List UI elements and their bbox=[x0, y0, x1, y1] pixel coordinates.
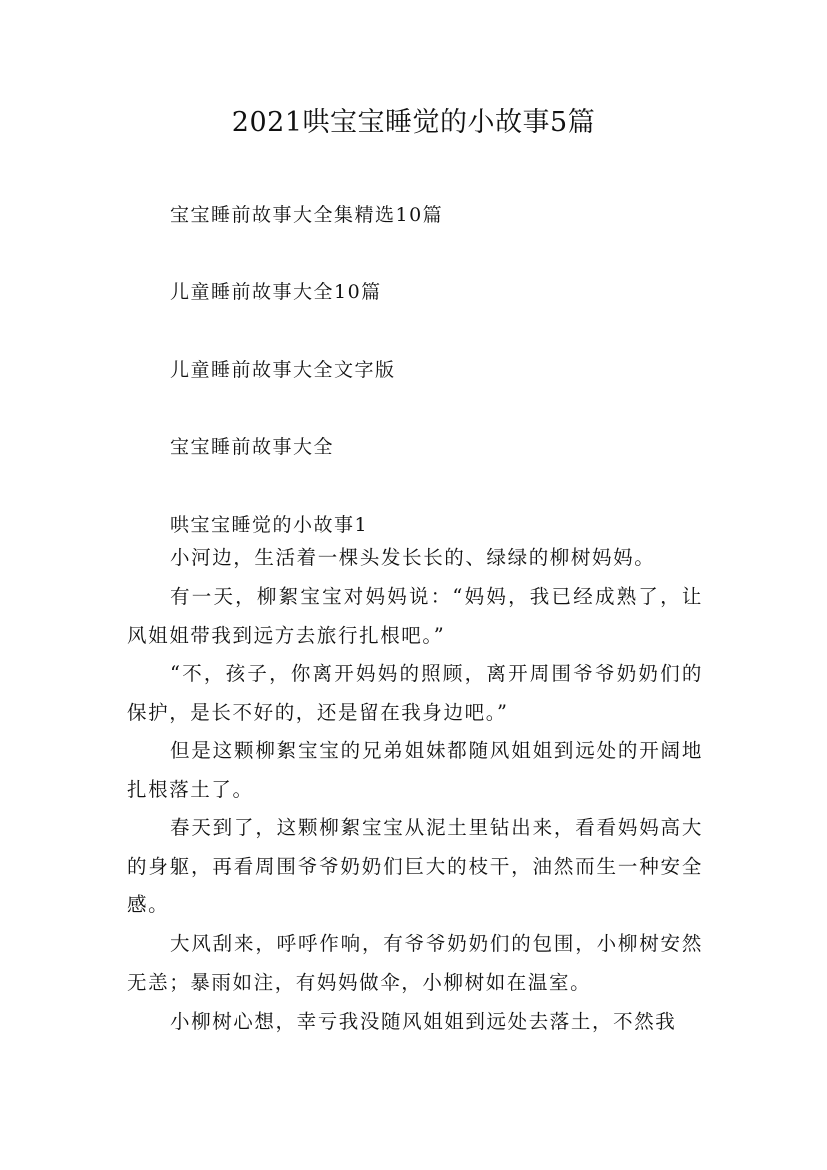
story-paragraph: 小河边，生活着一棵头发长长的、绿绿的柳树妈妈。 bbox=[170, 546, 656, 569]
story-paragraph: “不，孩子，你离开妈妈的照顾，离开周围爷爷奶奶们的保护，是长不好的，还是留在我身边吧。” bbox=[127, 662, 703, 724]
story-paragraph: 春天到了，这颗柳絮宝宝从泥土里钻出来，看看妈妈高大的身躯，再看周围爷爷奶奶们巨大的枝干，油然而生一种安全感。 bbox=[127, 816, 703, 916]
related-link-1[interactable]: 宝宝睡前故事大全集精选10篇 bbox=[170, 204, 444, 226]
related-link-2[interactable]: 儿童睡前故事大全10篇 bbox=[170, 281, 382, 303]
story-paragraph: 小柳树心想，幸亏我没随风姐姐到远处去落土，不然我 bbox=[170, 1010, 677, 1033]
document-title: 2021哄宝宝睡觉的小故事5篇 bbox=[231, 107, 596, 138]
story-paragraph: 大风刮来，呼呼作响，有爷爷奶奶们的包围，小柳树安然无恙；暴雨如注，有妈妈做伞，小柳树如在温室。 bbox=[127, 932, 703, 994]
story-paragraph: 有一天，柳絮宝宝对妈妈说：“妈妈，我已经成熟了，让风姐姐带我到远方去旅行扎根吧。” bbox=[127, 585, 703, 647]
related-link-3[interactable]: 儿童睡前故事大全文字版 bbox=[170, 359, 396, 381]
section-heading: 哄宝宝睡觉的小故事1 bbox=[170, 514, 369, 536]
related-link-4[interactable]: 宝宝睡前故事大全 bbox=[170, 436, 335, 458]
story-paragraph: 但是这颗柳絮宝宝的兄弟姐妹都随风姐姐到远处的开阔地扎根落土了。 bbox=[127, 739, 703, 801]
